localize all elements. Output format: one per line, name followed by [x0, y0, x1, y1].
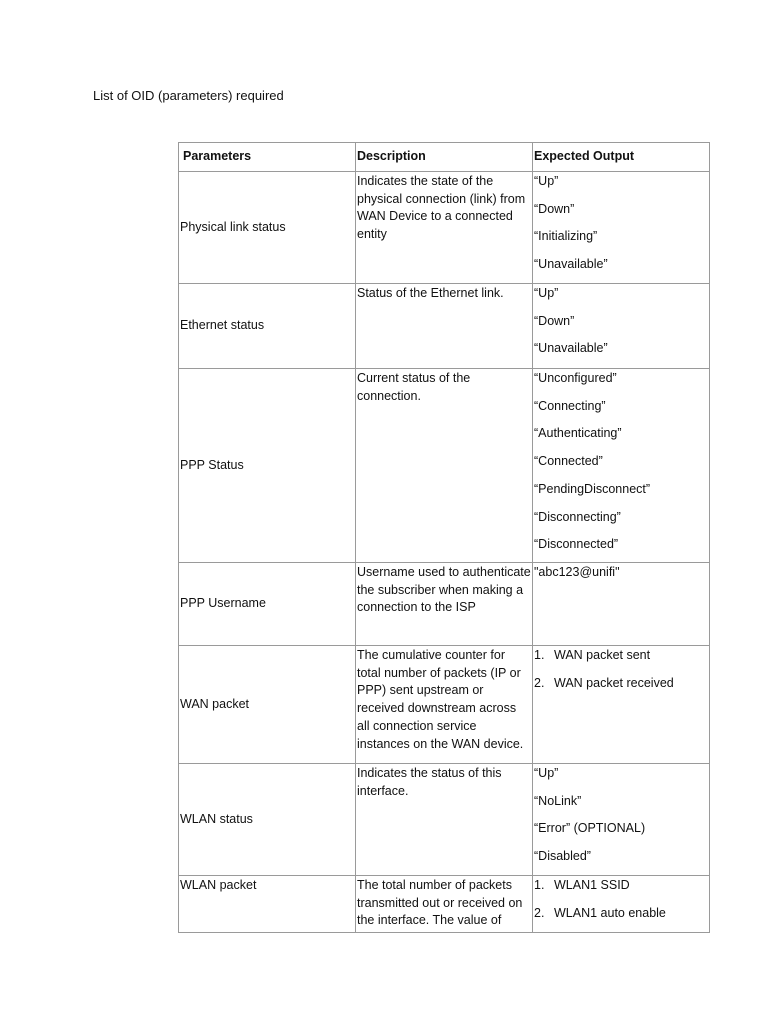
description-cell: Status of the Ethernet link.: [356, 284, 533, 369]
column-header-parameters: Parameters: [179, 143, 356, 172]
output-value: “NoLink”: [534, 793, 582, 808]
list-number: 1.: [534, 648, 545, 662]
parameter-cell: WLAN status: [179, 764, 356, 876]
description-cell: The total number of packets transmitted out or received on the interface. The value of: [356, 876, 533, 933]
list-number: 2.: [534, 905, 545, 920]
output-value: “Authenticating”: [534, 426, 622, 441]
output-value: “Unavailable”: [534, 257, 608, 272]
parameter-cell: PPP Status: [179, 369, 356, 563]
output-value: “Disconnected”: [534, 537, 619, 552]
output-value: “Error” (OPTIONAL): [534, 821, 646, 836]
output-value: “Down”: [534, 201, 575, 216]
output-value: “Disconnecting”: [534, 509, 621, 524]
table-header-row: [179, 143, 710, 172]
description-cell: Current status of the connection.: [356, 369, 533, 563]
output-value: “Connected”: [534, 454, 603, 469]
parameter-cell: Ethernet status: [179, 284, 356, 369]
list-number: 2.: [534, 675, 545, 690]
list-number: 1.: [534, 878, 545, 892]
table-row: [179, 563, 710, 646]
output-value: WLAN1 SSID: [554, 878, 630, 892]
output-value: “Unavailable”: [534, 341, 608, 356]
output-value: "abc123@unifi": [534, 565, 620, 579]
column-header-expected-output: Expected Output: [533, 143, 710, 172]
table-row: [179, 369, 710, 563]
expected-output-cell: [533, 764, 710, 876]
output-value: “Up”: [534, 766, 559, 780]
oid-parameters-table: [178, 142, 710, 933]
output-value: WLAN1 auto enable: [554, 905, 666, 920]
expected-output-cell: [533, 369, 710, 563]
numbered-output: [534, 905, 708, 923]
numbered-output: [534, 675, 708, 693]
output-value: “Up”: [534, 286, 559, 300]
parameter-cell: Physical link status: [179, 172, 356, 284]
numbered-output: [534, 647, 708, 665]
expected-output-cell: [533, 876, 710, 933]
output-value: “PendingDisconnect”: [534, 481, 651, 496]
expected-output-cell: [533, 172, 710, 284]
output-value: “Initializing”: [534, 229, 598, 244]
description-cell: Username used to authenticate the subscriber when making a connection to the ISP: [356, 563, 533, 646]
output-value: WAN packet received: [554, 675, 674, 690]
output-value: “Up”: [534, 174, 559, 188]
table-row: [179, 284, 710, 369]
output-value: “Unconfigured”: [534, 371, 617, 385]
output-value: “Down”: [534, 313, 575, 328]
output-value: “Disabled”: [534, 849, 591, 864]
table-row: [179, 646, 710, 764]
parameter-cell: WAN packet: [179, 646, 356, 764]
output-value: “Connecting”: [534, 398, 606, 413]
table-row: [179, 876, 710, 933]
column-header-description: Description: [356, 143, 533, 172]
description-cell: Indicates the status of this interface.: [356, 764, 533, 876]
parameter-cell: PPP Username: [179, 563, 356, 646]
expected-output-cell: [533, 646, 710, 764]
page-heading: List of OID (parameters) required: [93, 88, 284, 103]
description-cell: Indicates the state of the physical connection (link) from WAN Device to a connected entity: [356, 172, 533, 284]
output-value: WAN packet sent: [554, 648, 651, 662]
parameter-cell: WLAN packet: [179, 876, 356, 933]
description-cell: The cumulative counter for total number of packets (IP or PPP) sent upstream or received downstream across all connection service instances on the WAN device.: [356, 646, 533, 764]
expected-output-cell: [533, 284, 710, 369]
table-row: [179, 764, 710, 876]
table-row: [179, 172, 710, 284]
numbered-output: [534, 877, 708, 895]
expected-output-cell: [533, 563, 710, 646]
